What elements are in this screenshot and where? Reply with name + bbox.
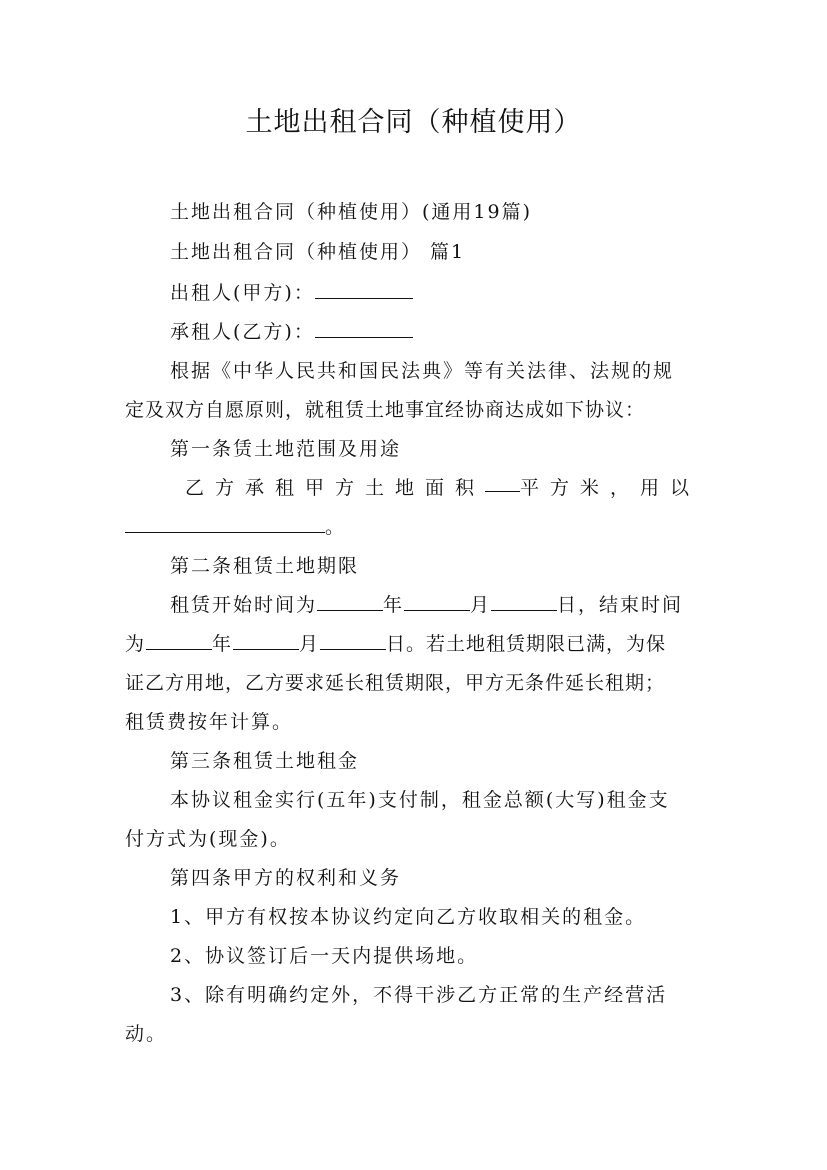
lessee-line <box>170 317 413 344</box>
purpose-line <box>125 512 346 539</box>
paragraph-line: 根据《中华人民共和国民法典》等有关法律、法规的规 <box>170 360 675 382</box>
lessee-label: 承租人(乙方)： <box>170 321 315 343</box>
lessee-blank <box>315 319 413 338</box>
year-label: 年 <box>383 594 405 616</box>
year-label: 年 <box>212 633 234 655</box>
end-label: 日，结束时间 <box>557 594 684 616</box>
paragraph-line: 付方式为(现金)。 <box>125 828 291 850</box>
month-label: 月 <box>470 594 492 616</box>
area-text: 乙方承租甲方土地面积 <box>185 477 486 499</box>
lessor-blank <box>315 280 413 299</box>
section-heading: 土地出租合同（种植使用） 篇1 <box>170 241 466 263</box>
start-date-line <box>170 590 683 617</box>
term-text: 日。若土地租赁期限已满，为保 <box>386 633 667 655</box>
paragraph-line: 证乙方用地，乙方要求延长租赁期限，甲方无条件延长租期； <box>125 672 666 694</box>
purpose-end: 。 <box>325 516 347 538</box>
lessor-line <box>170 278 413 305</box>
paragraph-line: 本协议租金实行(五年)支付制，租金总额(大写)租金支 <box>170 789 670 811</box>
start-month-blank <box>404 592 470 611</box>
end-day-blank <box>320 631 386 650</box>
list-item: 3、除有明确约定外，不得干涉乙方正常的生产经营活 <box>170 984 668 1006</box>
end-year-blank <box>146 631 212 650</box>
list-item: 2、协议签订后一天内提供场地。 <box>170 945 479 967</box>
article-heading: 第二条租赁土地期限 <box>170 555 360 577</box>
paragraph-line: 定及双方自愿原则，就租赁土地事宜经协商达成如下协议： <box>125 399 646 421</box>
article-heading: 第三条租赁土地租金 <box>170 750 360 772</box>
area-line <box>185 473 700 500</box>
list-item-continuation: 动。 <box>125 1023 168 1045</box>
start-label: 租赁开始时间为 <box>170 594 318 616</box>
area-blank <box>485 473 520 492</box>
start-day-blank <box>491 592 557 611</box>
start-year-blank <box>317 592 383 611</box>
wei-label: 为 <box>125 633 147 655</box>
purpose-blank <box>125 514 325 533</box>
area-unit-text: 平方米，用以 <box>519 477 700 499</box>
article-heading: 第四条甲方的权利和义务 <box>170 867 402 889</box>
month-label: 月 <box>299 633 321 655</box>
document-title: 土地出租合同（种植使用） <box>245 107 582 138</box>
paragraph-line: 租赁费按年计算。 <box>125 711 294 733</box>
lessor-label: 出租人(甲方)： <box>170 282 315 304</box>
end-date-line <box>125 629 666 656</box>
article-heading: 第一条赁土地范围及用途 <box>170 438 402 460</box>
list-item: 1、甲方有权按本协议约定向乙方收取相关的租金。 <box>170 906 647 928</box>
end-month-blank <box>233 631 299 650</box>
subtitle: 土地出租合同（种植使用）(通用19篇) <box>170 201 533 223</box>
